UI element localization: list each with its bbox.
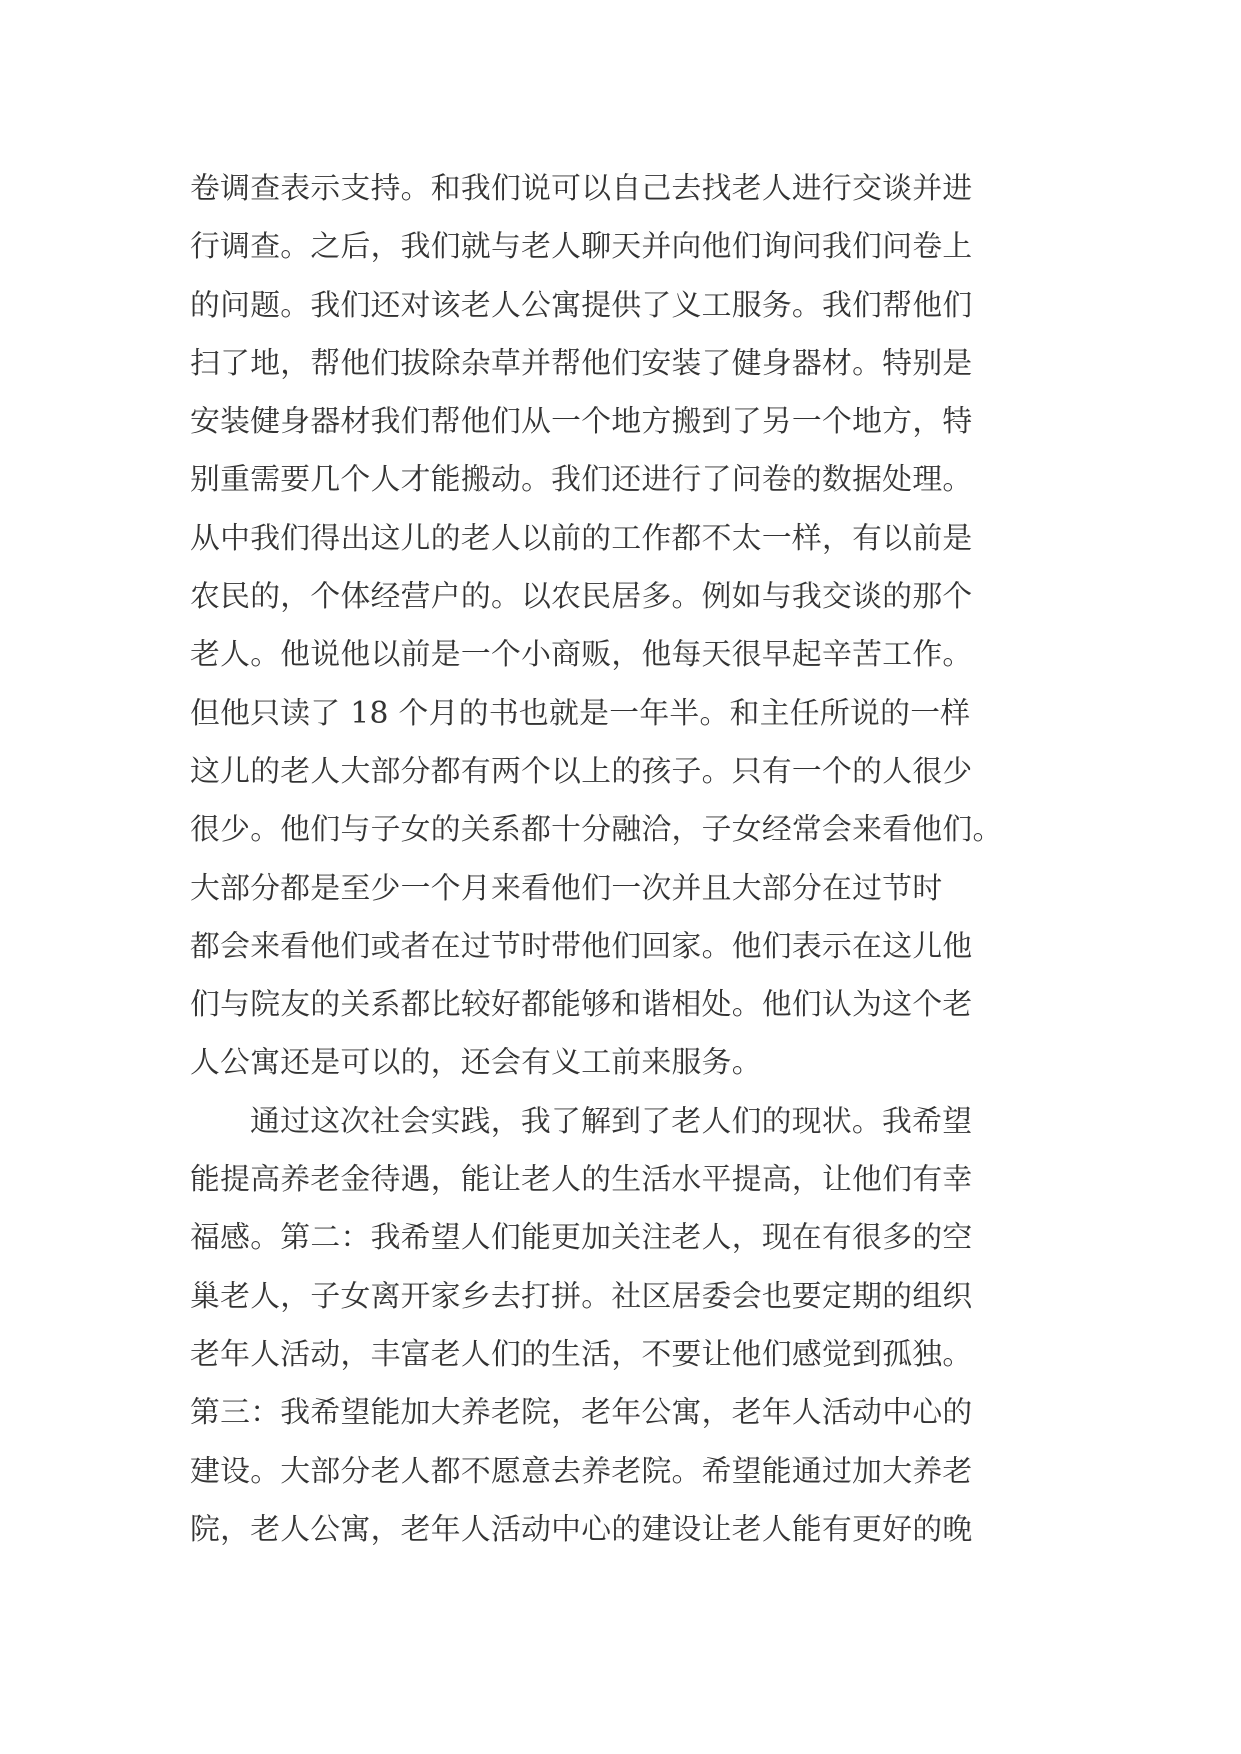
- text-line: 都会来看他们或者在过节时带他们回家。他们表示在这儿他: [190, 928, 973, 964]
- text-line: 巢老人，子女离开家乡去打拼。社区居委会也要定期的组织: [190, 1278, 973, 1314]
- text-line: 大部分都是至少一个月来看他们一次并且大部分在过节时: [190, 870, 943, 906]
- text-line: 安装健身器材我们帮他们从一个地方搬到了另一个地方，特: [190, 404, 973, 440]
- text-line: 卷调查表示支持。和我们说可以自己去找老人进行交谈并进: [190, 171, 973, 206]
- text-line: 扫了地，帮他们拔除杂草并帮他们安装了健身器材。特别是: [190, 345, 973, 381]
- text-line: 人公寓还是可以的，还会有义工前来服务。: [190, 1045, 762, 1081]
- text-line: 农民的，个体经营户的。以农民居多。例如与我交谈的那个: [190, 579, 973, 615]
- text-line: 的问题。我们还对该老人公寓提供了义工服务。我们帮他们: [190, 287, 973, 323]
- text-line: 能提高养老金待遇，能让老人的生活水平提高，让他们有幸: [190, 1162, 973, 1198]
- text-line: 老人。他说他以前是一个小商贩，他每天很早起辛苦工作。: [190, 637, 973, 673]
- text-line: 别重需要几个人才能搬动。我们还进行了问卷的数据处理。: [190, 462, 973, 498]
- text-line: 行调查。之后，我们就与老人聊天并向他们询问我们问卷上: [190, 229, 973, 265]
- paragraph-start-line: 通过这次社会实践，我了解到了老人们的现状。我希望: [250, 1103, 973, 1139]
- text-line: 福感。第二：我希望人们能更加关注老人，现在有很多的空: [190, 1220, 973, 1256]
- text-line: 很少。他们与子女的关系都十分融洽，子女经常会来看他们。: [190, 812, 1003, 848]
- text-line: 老年人活动，丰富老人们的生活，不要让他们感觉到孤独。: [190, 1336, 973, 1372]
- text-line: 建设。大部分老人都不愿意去养老院。希望能通过加大养老: [190, 1453, 973, 1489]
- text-line: 从中我们得出这儿的老人以前的工作都不太一样，有以前是: [190, 520, 973, 556]
- text-line: 第三：我希望能加大养老院，老年公寓，老年人活动中心的: [190, 1395, 973, 1431]
- text-line: 院，老人公寓，老年人活动中心的建设让老人能有更好的晚: [190, 1511, 973, 1547]
- document-body: [190, 160, 1060, 1559]
- text-line: 们与院友的关系都比较好都能够和谐相处。他们认为这个老: [190, 987, 973, 1023]
- text-line: 但他只读了 18 个月的书也就是一年半。和主任所说的一样: [190, 695, 971, 731]
- text-line: 这儿的老人大部分都有两个以上的孩子。只有一个的人很少: [190, 753, 973, 789]
